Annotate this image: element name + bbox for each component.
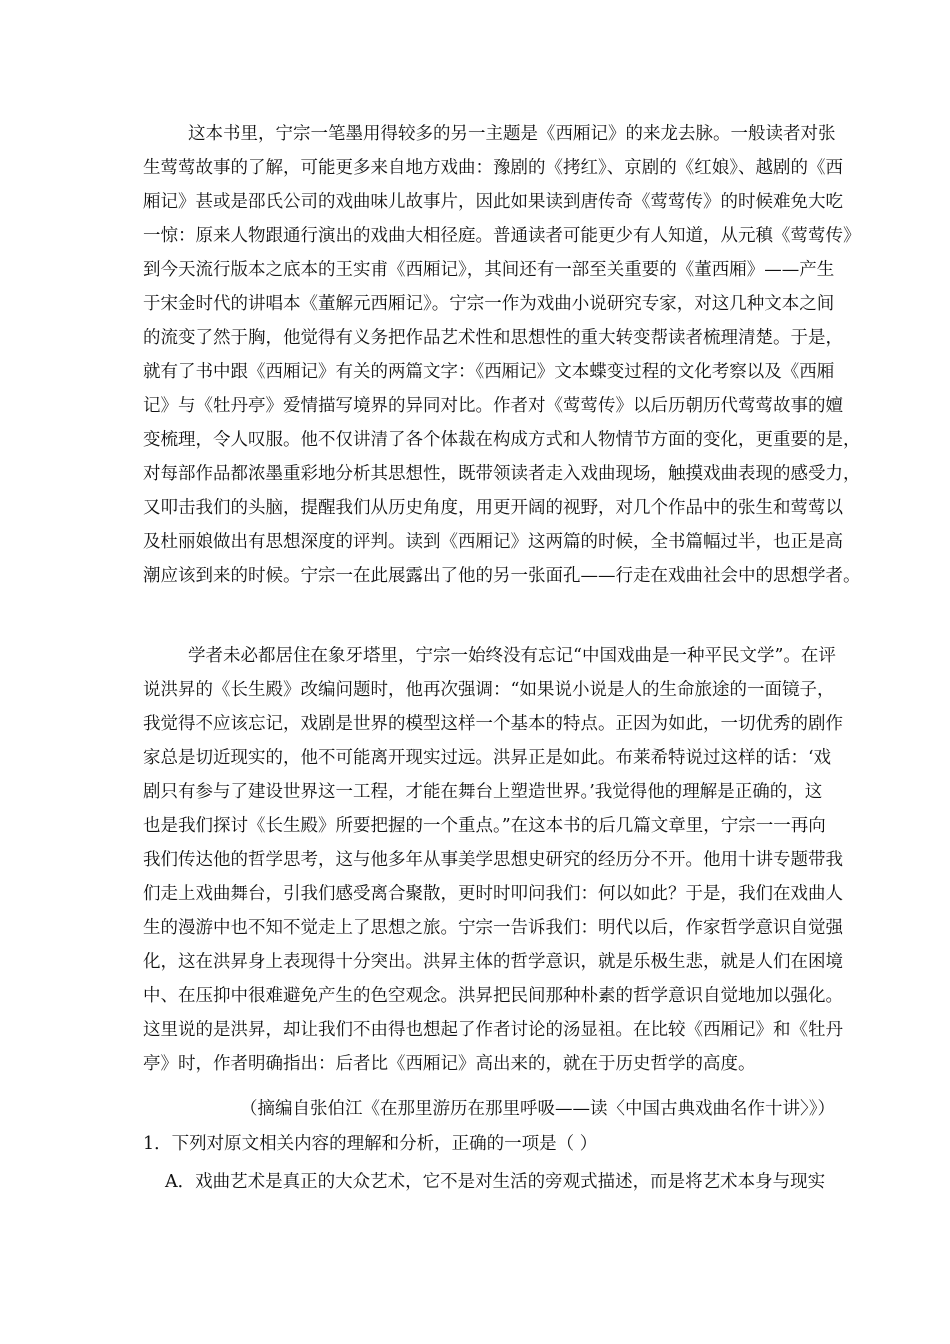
- text-line: 学者未必都居住在象牙塔里，宁宗一始终没有忘记“中国戏曲是一种平民文学”。在评: [188, 646, 836, 666]
- text-line: 这里说的是洪昇，却让我们不由得也想起了作者讨论的汤显祖。在比较《西厢记》和《牡丹: [143, 1020, 843, 1040]
- text-line: 说洪昇的《长生殿》改编问题时，他再次强调：“如果说小说是人的生命旅途的一面镜子，: [143, 680, 835, 700]
- text-line: 于宋金时代的讲唱本《董解元西厢记》。宁宗一作为戏曲小说研究专家，对这几种文本之间: [143, 294, 835, 314]
- text-line: 中、在压抑中很难避免产生的色空观念。洪昇把民间那种朴素的哲学意识自觉地加以强化。: [143, 986, 843, 1006]
- text-line: 们走上戏曲舞台，引我们感受离合聚散，更时时叩问我们：何以如此？于是，我们在戏曲人: [143, 884, 843, 904]
- text-line: 对每部作品都浓墨重彩地分析其思想性，既带领读者走入戏曲现场，触摸戏曲表现的感受力，: [143, 464, 861, 484]
- text-line: 家总是切近现实的，他不可能离开现实过远。洪昇正是如此。布莱希特说过这样的话：‘戏: [143, 748, 832, 768]
- source-citation: （摘编自张伯江《在那里游历在那里呼吸——读〈中国古典戏曲名作十讲〉》）: [240, 1099, 835, 1119]
- text-line: 也是我们探讨《长生殿》所要把握的一个重点。”在这本书的后几篇文章里，宁宗一一再向: [143, 816, 826, 836]
- text-line: 厢记》甚或是邵氏公司的戏曲味儿故事片，因此如果读到唐传奇《莺莺传》的时候难免大吃: [143, 192, 843, 212]
- text-line: 生莺莺故事的了解，可能更多来自地方戏曲：豫剧的《拷红》、京剧的《红娘》、越剧的《西: [143, 158, 843, 178]
- text-line: 剧只有参与了建设世界这一工程，才能在舞台上塑造世界。’我觉得他的理解是正确的，这: [143, 782, 823, 802]
- text-line: 记》与《牡丹亭》爱情描写境界的异同对比。作者对《莺莺传》以后历朝历代莺莺故事的嬗: [143, 396, 843, 416]
- text-line: 亭》时，作者明确指出：后者比《西厢记》高出来的，就在于历史哲学的高度。: [143, 1054, 756, 1074]
- text-line: 一惊：原来人物跟通行演出的戏曲大相径庭。普通读者可能更少有人知道，从元稹《莺莺传》: [143, 226, 861, 246]
- text-line: 化，这在洪昇身上表现得十分突出。洪昇主体的哲学意识，就是乐极生悲，就是人们在困境: [143, 952, 843, 972]
- text-line: 的流变了然于胸，他觉得有义务把作品艺术性和思想性的重大转变帮读者梳理清楚。于是，: [143, 328, 843, 348]
- text-line: 生的漫游中也不知不觉走上了思想之旅。宁宗一告诉我们：明代以后，作家哲学意识自觉强: [143, 918, 843, 938]
- text-line: 到今天流行版本之底本的王实甫《西厢记》，其间还有一部至关重要的《董西厢》——产生: [143, 260, 835, 280]
- text-line: 及杜丽娘做出有思想深度的评判。读到《西厢记》这两篇的时候，全书篇幅过半，也正是高: [143, 532, 843, 552]
- text-line: 变梳理，令人叹服。他不仅讲清了各个体裁在构成方式和人物情节方面的变化，更重要的是，: [143, 430, 861, 450]
- option-a: A．戏曲艺术是真正的大众艺术，它不是对生活的旁观式描述，而是将艺术本身与现实: [165, 1172, 826, 1192]
- text-line: 这本书里，宁宗一笔墨用得较多的另一主题是《西厢记》的来龙去脉。一般读者对张: [188, 124, 836, 144]
- text-line: 我们传达他的哲学思考，这与他多年从事美学思想史研究的经历分不开。他用十讲专题带我: [143, 850, 843, 870]
- text-line: 潮应该到来的时候。宁宗一在此展露出了他的另一张面孔——行走在戏曲社会中的思想学者。: [143, 566, 861, 586]
- question-stem: 1．下列对原文相关内容的理解和分析，正确的一项是（ ）: [143, 1134, 598, 1154]
- text-line: 又叩击我们的头脑，提醒我们从历史角度，用更开阔的视野，对几个作品中的张生和莺莺以: [143, 498, 843, 518]
- text-line: 就有了书中跟《西厢记》有关的两篇文字：《西厢记》文本蝶变过程的文化考察以及《西厢: [143, 362, 835, 382]
- text-line: 我觉得不应该忘记，戏剧是世界的模型这样一个基本的特点。正因为如此，一切优秀的剧作: [143, 714, 843, 734]
